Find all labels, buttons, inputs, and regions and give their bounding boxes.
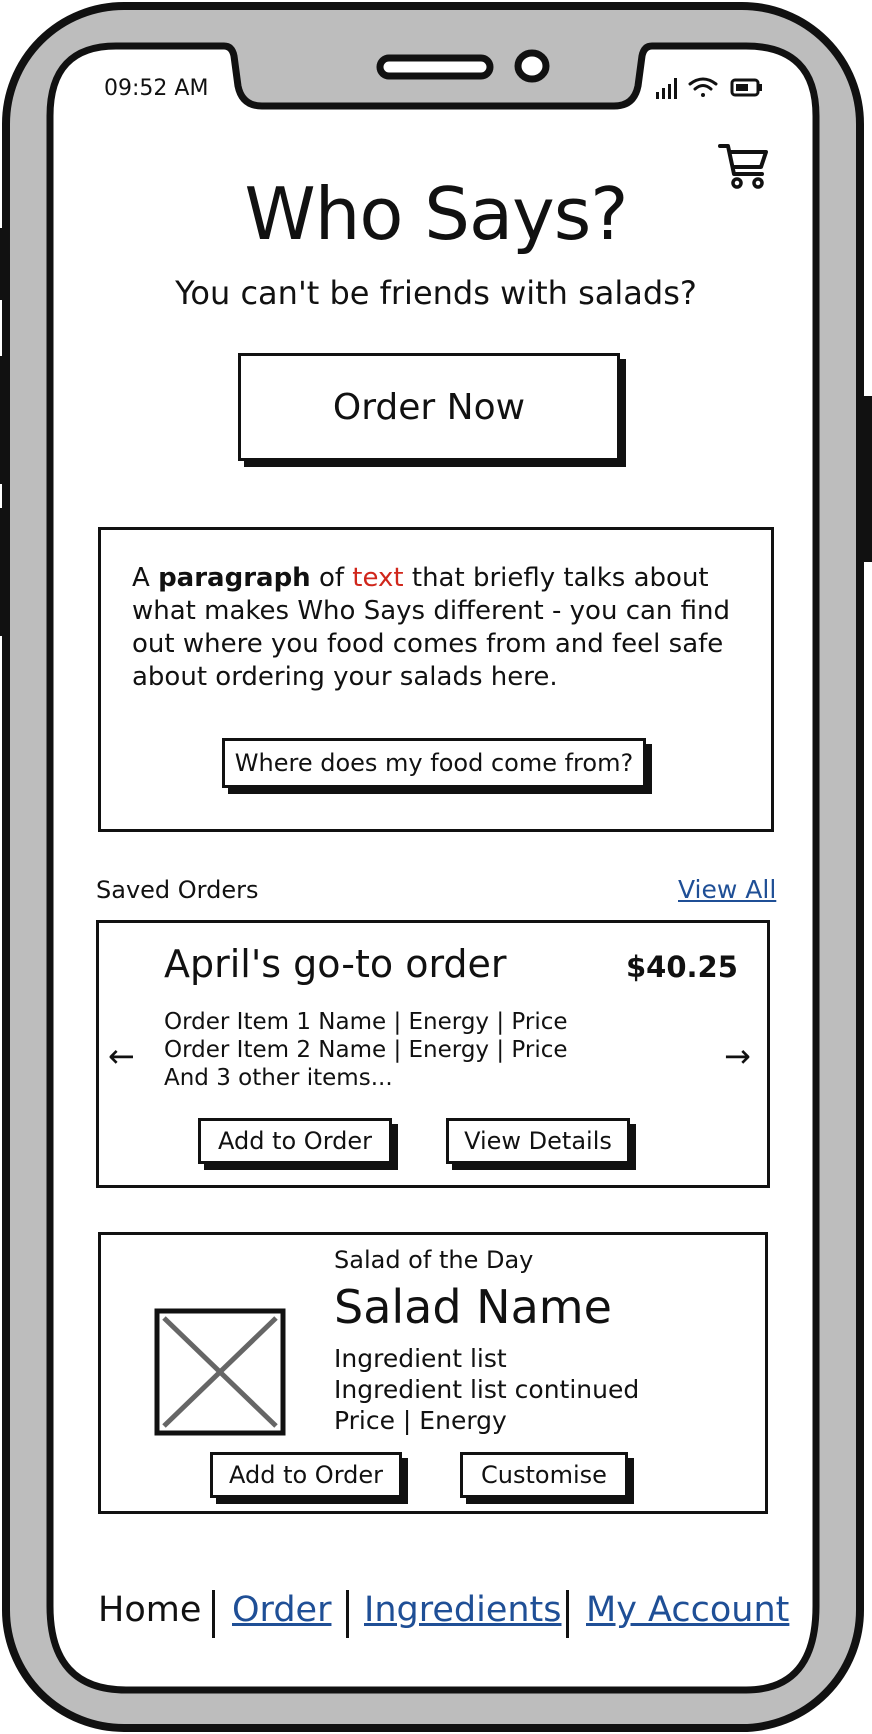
food-origin-button[interactable]: Where does my food come from?: [222, 738, 646, 788]
saved-orders-label: Saved Orders: [96, 876, 259, 904]
view-all-link[interactable]: View All: [678, 875, 777, 904]
page-subtitle: You can't be friends with salads?: [175, 274, 697, 312]
saved-order-line: Order Item 2 Name | Energy | Price: [164, 1037, 568, 1063]
signal-icon: [656, 78, 677, 99]
saved-order-line: And 3 other items...: [164, 1065, 393, 1091]
nav-divider: [566, 1590, 569, 1638]
page-title: Who Says?: [244, 172, 628, 256]
about-text-rest: that briefly talks about what makes Who Says different - you can find out where you food comes from and feel safe about ordering your salads here.: [132, 563, 731, 692]
nav-divider: [346, 1590, 349, 1638]
saved-order-price: $40.25: [626, 950, 738, 984]
wifi-icon: [690, 79, 716, 97]
nav-item-home[interactable]: Home: [98, 1590, 202, 1630]
arrow-left-icon[interactable]: ←: [108, 1037, 135, 1075]
nav-item-my-account[interactable]: My Account: [586, 1590, 790, 1630]
nav-item-ingredients[interactable]: Ingredients: [364, 1590, 562, 1630]
battery-icon: [732, 80, 762, 95]
add-to-order-button[interactable]: Add to Order: [198, 1118, 392, 1164]
saved-order-title: April's go-to order: [164, 942, 507, 986]
about-text-of: of: [318, 563, 345, 593]
salad-add-to-order-button[interactable]: Add to Order: [210, 1452, 402, 1498]
customise-button[interactable]: Customise: [460, 1452, 628, 1498]
about-text-red: text: [352, 563, 404, 593]
salad-detail-line: Price | Energy: [334, 1406, 507, 1435]
view-details-button[interactable]: View Details: [446, 1118, 630, 1164]
about-text-bold: paragraph: [158, 563, 311, 593]
image-placeholder-icon: [154, 1308, 286, 1436]
about-text-a: A: [132, 563, 150, 593]
about-paragraph: [132, 562, 752, 694]
status-icons: [652, 72, 772, 102]
order-now-button[interactable]: Order Now: [238, 353, 620, 461]
saved-order-line: Order Item 1 Name | Energy | Price: [164, 1009, 568, 1035]
salad-detail-line: Ingredient list continued: [334, 1375, 640, 1404]
salad-detail-line: Ingredient list: [334, 1344, 507, 1373]
salad-name: Salad Name: [334, 1280, 612, 1334]
nav-divider: [212, 1590, 215, 1638]
status-time: 09:52 AM: [104, 76, 209, 101]
nav-item-order[interactable]: Order: [232, 1590, 332, 1630]
salad-of-day-label: Salad of the Day: [334, 1246, 534, 1274]
arrow-right-icon[interactable]: →: [724, 1037, 751, 1075]
